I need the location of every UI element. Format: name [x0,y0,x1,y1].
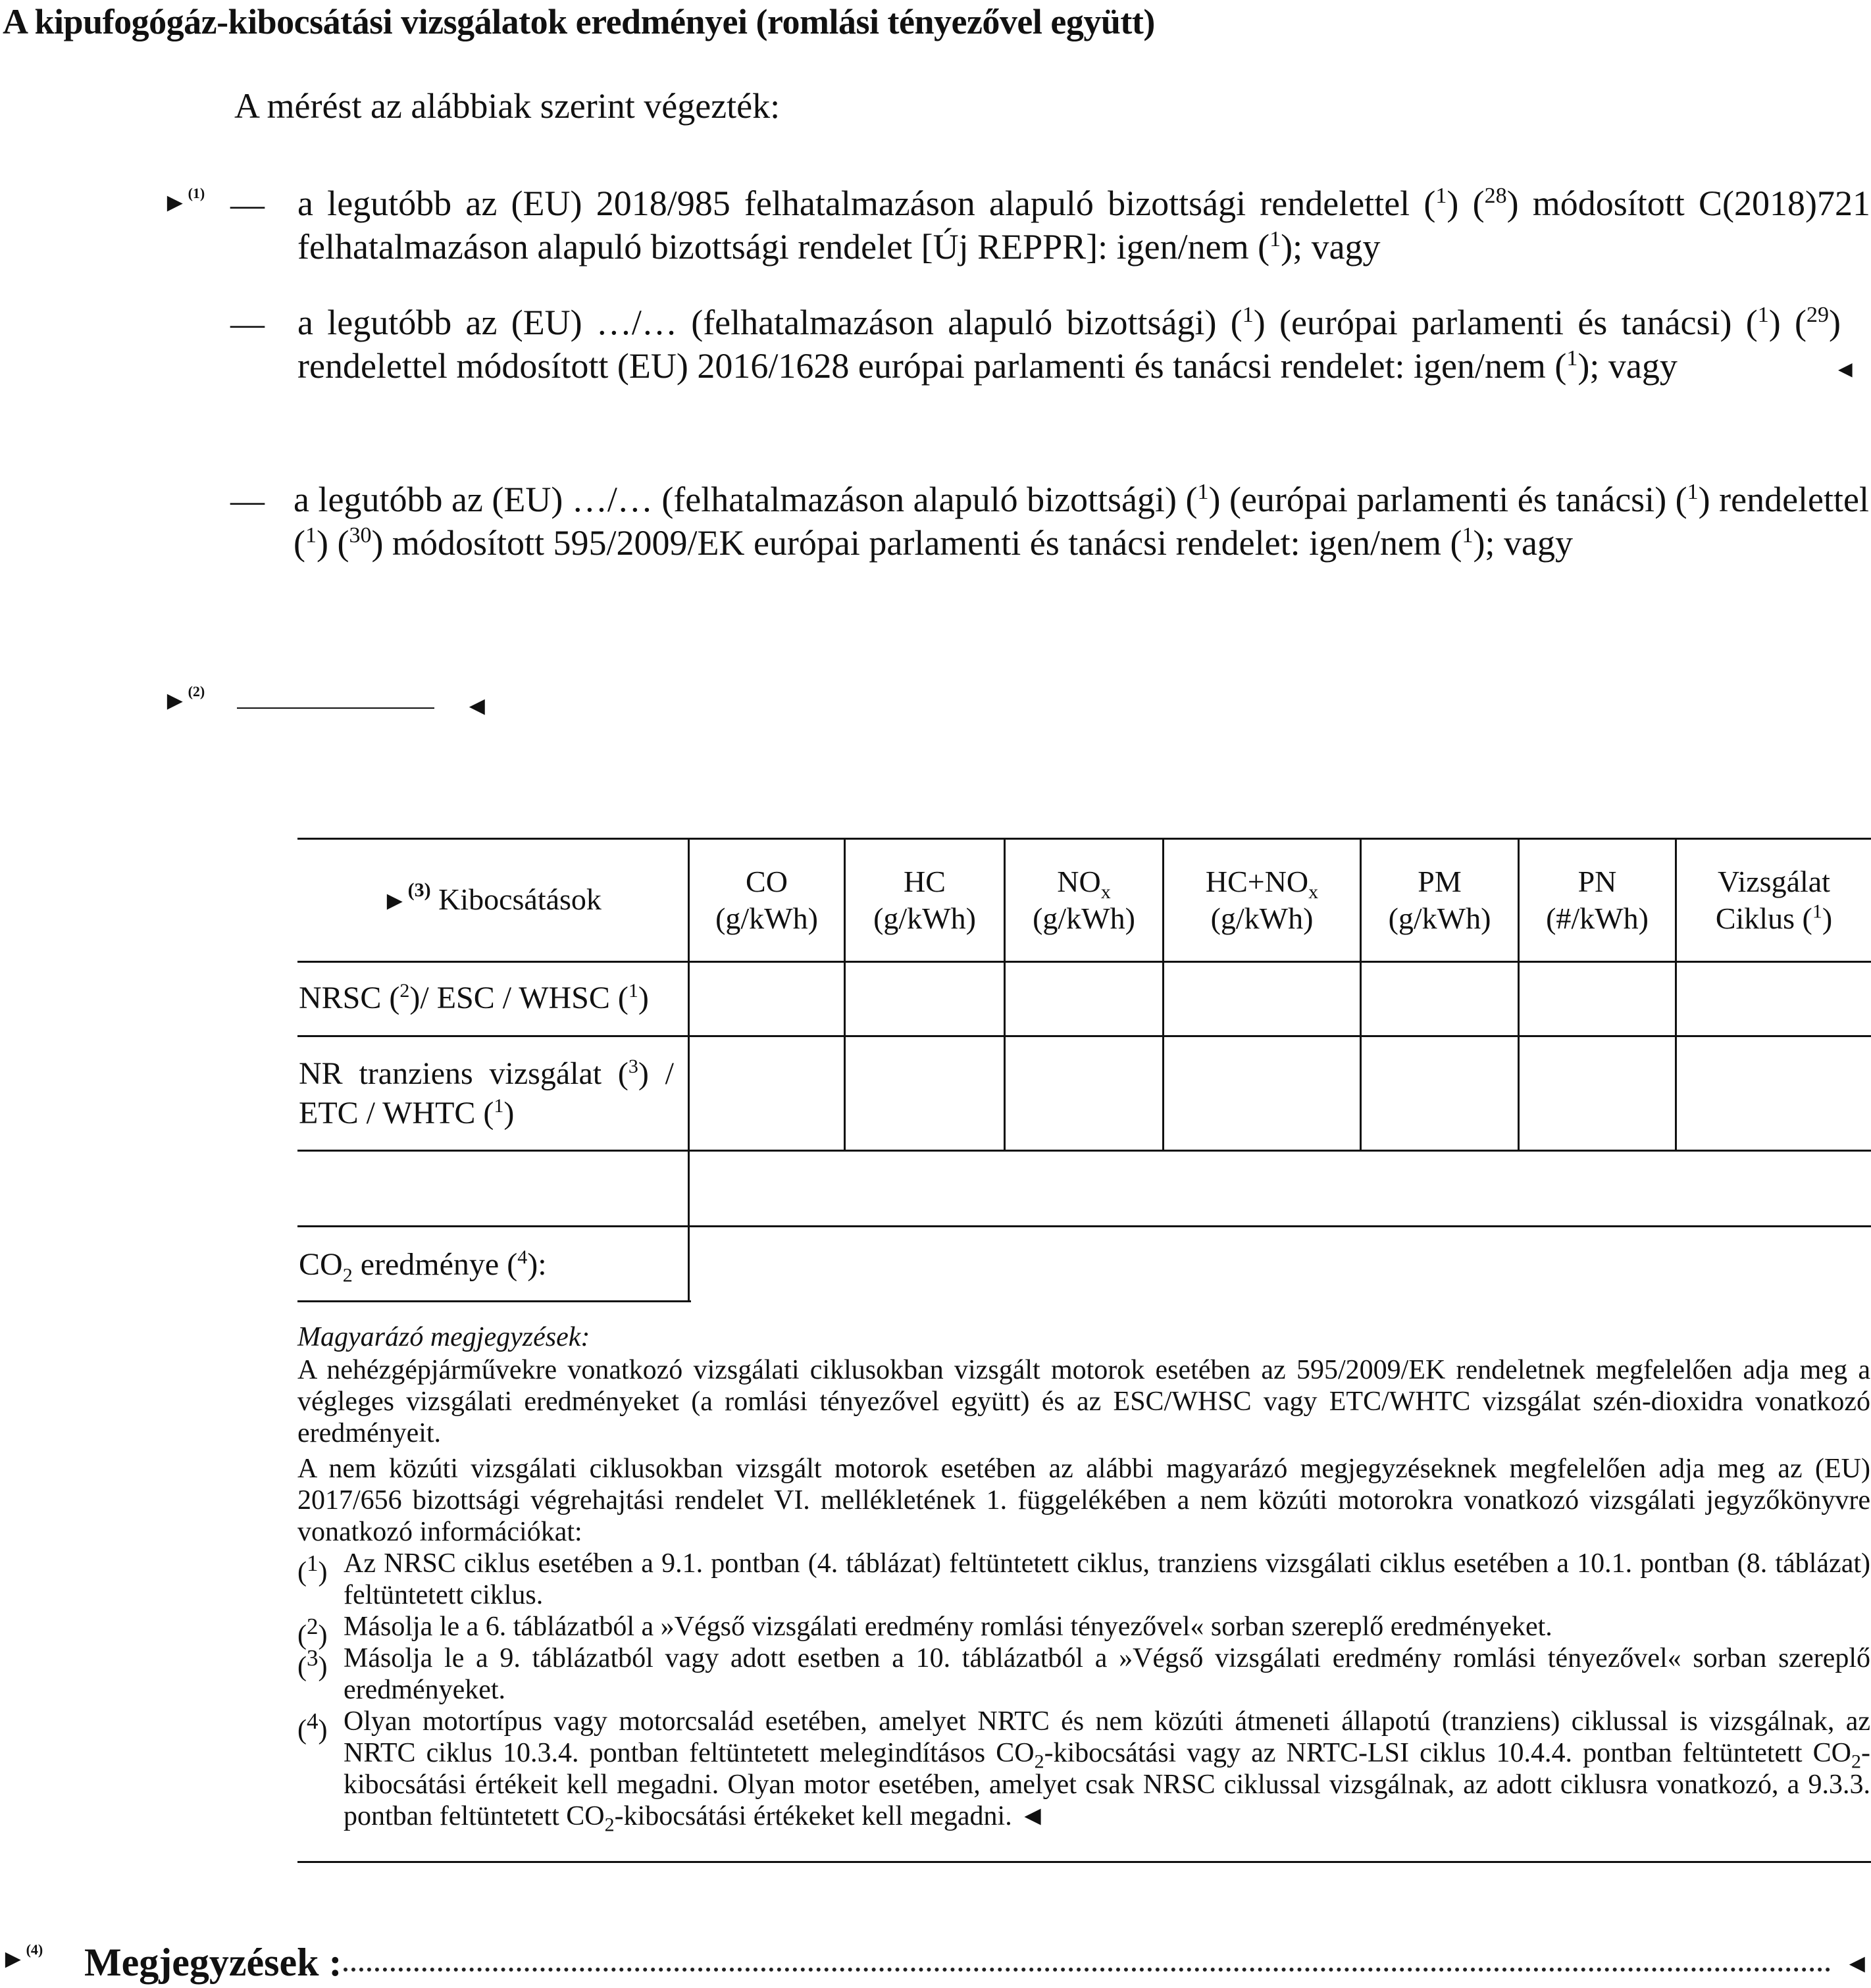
list-item-3: a legutóbb az (EU) …/… (felhatalmazáson alapuló bizottsági) ($^1$) (európai parlamenti és tanácsi) ($^1$) rendelettel ($^1$) ($^{30}$) módosított 595/2009/EK európai parlamenti és tanácsi rendelet: igen/nem ($^1$); vagy [294,480,1870,563]
amendment-marker-1 [162,184,205,217]
arrow-right-icon: ► [382,886,408,915]
column-header-nox: $NO_x$ (g/kWh) [1033,865,1135,935]
dash-bullet: — [230,482,265,520]
column-header-hc-nox: $HC+NO_x$ (g/kWh) [1205,865,1319,935]
column-header-pn: PN (#/kWh) [1546,865,1649,935]
column-header-co: CO (g/kWh) [715,865,818,935]
deleted-text-rule [237,707,434,709]
notes-paragraph-2: A nem közúti vizsgálati ciklusokban vizsgált motorok esetében az alábbi magyarázó megjegyzéseknek megfelelően adja meg az (EU) 2017/656 bizottsági végrehajtási rendelet VI. mellékletének 1. függelékében a nem közúti motorokra vonatkozó vizsgálati jegyzőkönyvre vonatkozó információkat: [297,1454,1870,1547]
arrow-left-icon: ◄ [464,691,490,721]
column-header-test-cycle: Vizsgálat Ciklus ($^1$) [1715,865,1833,935]
dash-bullet: — [230,305,265,343]
arrow-right-icon: ► [0,1944,26,1974]
row-label-nr-transient: NR tranziens vizsgálat ($^3$) / ETC / WHTC ($^1$) [299,1056,674,1131]
list-item-2: a legutóbb az (EU) …/… (felhatalmazáson alapuló bizottsági) ($^1$) (európai parlamenti és tanácsi) ($^1$) ($^{29}$) rendelettel módosított (EU) 2016/1628 európai parlamenti és tanácsi rendelet: igen/nem ($^1$); vagy [297,303,1841,386]
page-title: A kipufogógáz-kibocsátási vizsgálatok eredményei (romlási tényezővel együtt) [3,2,1155,41]
notes-paragraph-1: A nehézgépjárművekre vonatkozó vizsgálati ciklusokban vizsgált motorok esetében az 595/2009/EK rendeletnek megfelelően adja meg a végleges vizsgálati eredményeket (a romlási tényezővel együtt) és az ESC/WHSC vagy ETC/WHTC vizsgálat szén-dioxidra vonatkozó eredményeit. [297,1355,1870,1448]
amendment-marker-3 [382,879,431,915]
amendment-marker-4 [0,1941,43,1974]
dash-bullet: — [230,186,265,224]
notes-title: Magyarázó megjegyzések: [297,1322,590,1352]
arrow-left-icon: ◄ [1833,356,1857,382]
footnote-1: Az NRSC ciklus esetében a 9.1. pontban (4. táblázat) feltüntetett ciklus, tranziens vizsgálati ciklus esetében a 10.1. pontban (8. táblázat) feltüntetett ciklus. [344,1548,1870,1610]
footnote-number: ($^3$) [297,1645,328,1682]
arrow-right-icon: ► [162,188,188,217]
table-header-emissions: ►$^{(3)}$ Kibocsátások [382,879,602,916]
footnote-number: ($^1$) [297,1550,328,1587]
notes-bottom-rule [297,1861,1871,1863]
arrow-right-icon: ► [162,686,188,715]
marker-number: (2) [188,682,205,700]
row-label-co2: $CO_2$ eredménye ($^4$): [299,1246,547,1287]
list-item-1: a legutóbb az (EU) 2018/985 felhatalmazáson alapuló bizottsági rendelettel ($^1$) ($^{28}$) módosított C(2018)721 felhatalmazáson alapuló bizottsági rendelet [Új REPPR]: igen/nem ($^1$); vagy [297,184,1870,267]
column-header-hc: HC (g/kWh) [873,865,976,935]
footnote-4: Olyan motortípus vagy motorcsalád esetében, amelyet NRTC és nem közúti átmeneti állapotú (tranziens) ciklussal is vizsgálnak, az NRTC ciklus 10.3.4. pontban feltüntetett melegindításos $CO_2$-kibocsátási vagy az NRTC-LSI ciklus 10.4.4. pontban feltüntetett $CO_2$-kibocsátási értékeit kell megadni. Olyan motor esetében, amelyet csak NRSC ciklussal vizsgálnak, az adott ciklusra vonatkozó, a 9.3.3. pontban feltüntetett $CO_2$-kibocsátási értékeket kell megadni. ◄ [344,1706,1870,1836]
table-rule [297,838,1871,840]
table-rule [297,1150,1871,1152]
arrow-left-icon: ◄ [1019,1801,1046,1831]
remarks-label: Megjegyzések : [84,1941,342,1984]
marker-number: (3) [407,879,431,901]
table-rule [297,1225,1871,1227]
row-label-nrsc: NRSC ($^2$)/ ESC / WHSC ($^1$) [299,980,649,1015]
footnote-3: Másolja le a 9. táblázatból vagy adott esetben a 10. táblázatból a »Végső vizsgálati eredmény romlási tényezővel« sorban szereplő eredményeket. [344,1643,1870,1705]
remarks-fill-line[interactable] [344,1968,1831,1972]
marker-number: (4) [26,1941,43,1958]
table-rule [297,961,1871,963]
amendment-marker-2 [162,682,205,715]
table-rule [297,1035,1871,1037]
intro-text: A mérést az alábbiak szerint végezték: [234,86,781,126]
footnote-number: ($^4$) [297,1708,328,1745]
footnote-number: ($^2$) [297,1614,328,1650]
footnote-2: Másolja le a 6. táblázatból a »Végső vizsgálati eredmény romlási tényezővel« sorban szereplő eredményeket. [344,1612,1552,1642]
column-header-pm: PM (g/kWh) [1388,865,1491,935]
marker-number: (1) [188,184,205,201]
arrow-left-icon: ◄ [1844,1949,1870,1978]
table-rule [297,1300,691,1302]
